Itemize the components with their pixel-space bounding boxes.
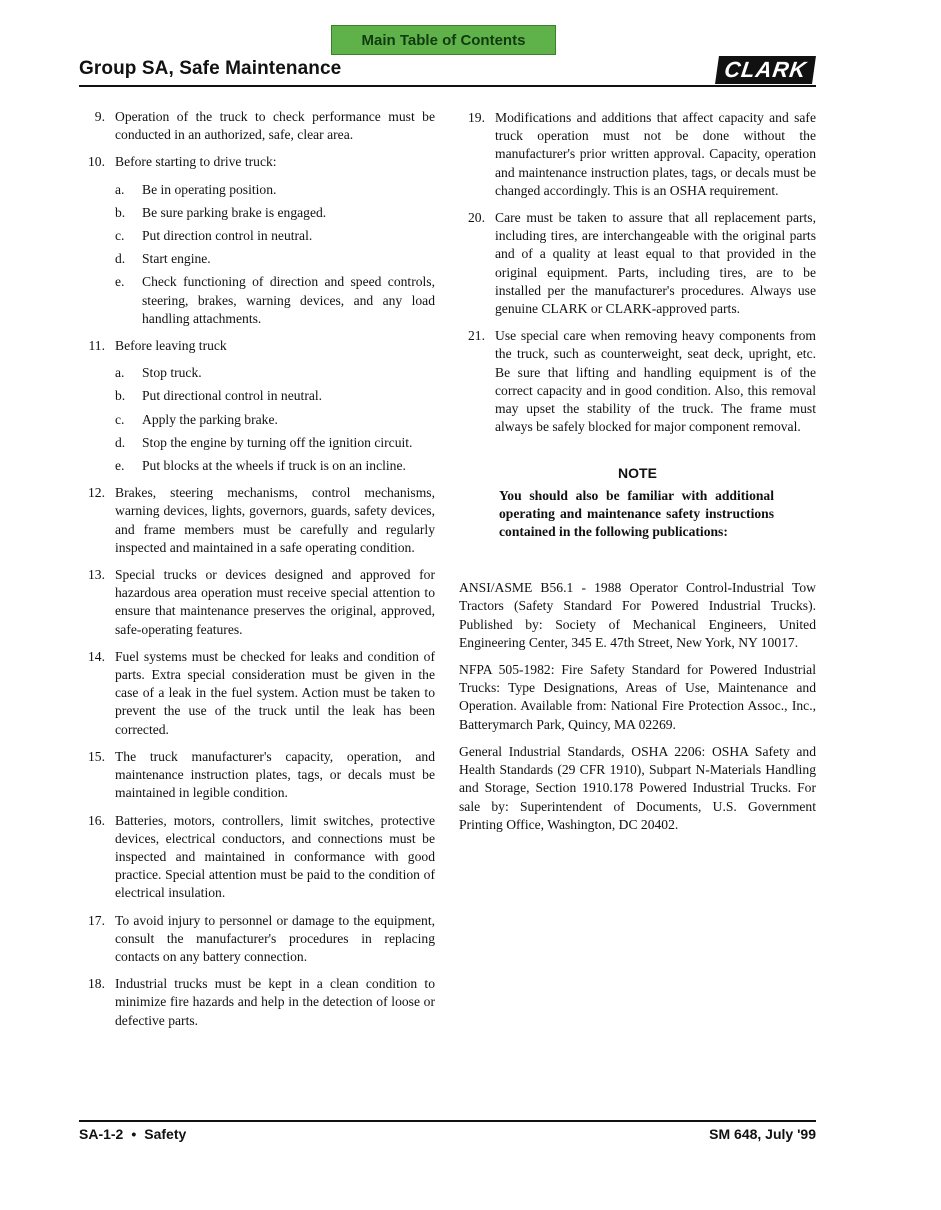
- item-text: Fuel systems must be checked for leaks and condition of parts. Extra special consideration must be given in the case of a leak in the fuel system. Action must be taken to prevent the use of the truck until the leak has been corrected.: [115, 648, 435, 737]
- sub-item: [79, 250, 435, 268]
- sub-letter: e.: [115, 458, 125, 474]
- right-column: [459, 109, 816, 843]
- main-table-of-contents-button[interactable]: Main Table of Contents: [331, 25, 556, 55]
- left-column: [79, 108, 435, 1039]
- manual-id: SM 648, July '99: [709, 1126, 816, 1142]
- item-number: 15.: [88, 748, 105, 764]
- publication-paragraph: ANSI/ASME B56.1 - 1988 Operator Control-Industrial Tow Tractors (Safety Standard For Powered Industrial Trucks). Published by: Society of Mechanical Engineers, United Engineering Center, 345 E. 47th Street, New York, NY 10017.: [459, 580, 816, 650]
- item-number: 12.: [88, 485, 105, 501]
- sub-text: Check functioning of direction and speed controls, steering, brakes, warning devices, and any load handling attachments.: [142, 274, 435, 326]
- item-number: 20.: [468, 210, 485, 226]
- list-item: [79, 484, 435, 557]
- item-text: Before starting to drive truck:: [115, 154, 277, 170]
- list-item: [79, 648, 435, 739]
- note-heading: NOTE: [618, 465, 657, 482]
- sub-text: Stop truck.: [142, 365, 202, 381]
- publication-paragraph: General Industrial Standards, OSHA 2206: OSHA Safety and Health Standards (29 CFR 1910), Subpart N-Materials Handling and Storage, Section 1910.178 Powered Industrial Trucks. For sale by: Superintendent of Documents, U.S. Government Printing Office, Washington, DC 20402.: [459, 743, 816, 832]
- note-body: You should also be familiar with additional operating and maintenance safety instructions contained in the following publications:: [499, 487, 774, 540]
- item-text: Before leaving truck: [115, 338, 227, 354]
- list-item: [79, 748, 435, 803]
- sub-letter: d.: [115, 434, 126, 450]
- footer-bullet: •: [131, 1126, 137, 1142]
- sub-letter: a.: [115, 181, 125, 197]
- list-item: [79, 912, 435, 967]
- sub-text: Start engine.: [142, 251, 211, 267]
- clark-logo: CLARK: [715, 56, 816, 84]
- publications: [459, 579, 816, 834]
- list-item: [79, 108, 435, 144]
- sub-text: Be in operating position.: [142, 181, 277, 197]
- sub-text: Stop the engine by turning off the ignition circuit.: [142, 434, 413, 450]
- list-item: [79, 812, 435, 903]
- item-number: 16.: [88, 812, 105, 828]
- sub-text: Put blocks at the wheels if truck is on an incline.: [142, 458, 406, 474]
- item-text: Modifications and additions that affect capacity and safe truck operation must not be done without the manufacturer's prior written approval. Capacity, operation and maintenance instruction plates, tags, or decals must be changed accordingly. This is an OSHA requirement.: [495, 110, 816, 198]
- item-number: 18.: [88, 976, 105, 992]
- sub-item: [79, 181, 435, 199]
- footer-rule: [79, 1120, 816, 1122]
- list-item: [79, 975, 435, 1030]
- publication-paragraph: NFPA 505-1982: Fire Safety Standard for Powered Industrial Trucks: Type Designations, Areas of Use, Maintenance and Operation. Available from: National Fire Protection Assoc., Inc., Batterymarch Park, Quincy, MA 02269.: [459, 662, 816, 732]
- item-text: To avoid injury to personnel or damage to the equipment, consult the manufacturer's procedures in replacing contacts on any battery connection.: [115, 912, 435, 964]
- sub-item: [79, 457, 435, 475]
- sub-text: Put directional control in neutral.: [142, 388, 323, 404]
- sub-item: [79, 387, 435, 405]
- page-title: Group SA, Safe Maintenance: [79, 58, 342, 79]
- sub-item: [79, 227, 435, 245]
- item-text: The truck manufacturer's capacity, operation, and maintenance instruction plates, tags, or decals must be maintained in legible condition.: [115, 748, 435, 801]
- header-rule: [79, 85, 816, 87]
- item-text: Brakes, steering mechanisms, control mechanisms, warning devices, lights, governors, guards, safety devices, and frame members must be carefully and regularly inspected and maintained in a safe operating condition.: [115, 485, 435, 555]
- item-number: 11.: [88, 338, 105, 354]
- sub-item: [79, 364, 435, 382]
- item-number: 13.: [88, 567, 105, 583]
- sub-letter: c.: [115, 411, 125, 427]
- list-item: [459, 109, 816, 200]
- item-text: Use special care when removing heavy components from the truck, such as counterweight, seat deck, upright, etc. Be sure that lifting and handling equipment is of the correct capacity and in good condition. Also, this removal may upset the stability of the truck. The frame must always be safely blocked for major component removal.: [495, 328, 816, 435]
- item-number: 21.: [468, 328, 485, 344]
- item-number: 9.: [94, 109, 105, 124]
- sub-text: Put direction control in neutral.: [142, 228, 313, 244]
- sub-letter: b.: [115, 388, 126, 404]
- item-text: Operation of the truck to check performance must be conducted in an authorized, safe, clear area.: [115, 109, 435, 143]
- item-text: Batteries, motors, controllers, limit switches, protective devices, electrical conductors, and connections must be inspected and maintained in conformance with good practice. Special attention must be paid to the condition of electrical insulation.: [115, 812, 435, 901]
- list-item: [459, 209, 816, 318]
- item-number: 17.: [88, 912, 105, 928]
- sub-letter: a.: [115, 365, 125, 381]
- item-number: 19.: [468, 110, 485, 125]
- item-number: 14.: [88, 648, 105, 664]
- list-item: [79, 566, 435, 639]
- item-text: Special trucks or devices designed and approved for hazardous area operation must receive special attention to ensure that maintenance preserves the original, approved, safe-operating features.: [115, 567, 435, 637]
- sub-letter: b.: [115, 204, 126, 220]
- footer-left: [79, 1126, 186, 1142]
- sub-item: [79, 273, 435, 328]
- item-text: Care must be taken to assure that all replacement parts, including tires, are interchangeable with the original parts and of a quality at least equal to that provided in the original equipment. Parts, including tires, are to be installed per the manufacturer's procedures. Always use genuine CLARK or CLARK-approved parts.: [495, 210, 816, 317]
- list-item: [79, 337, 435, 355]
- sub-text: Be sure parking brake is engaged.: [142, 204, 327, 220]
- sub-letter: d.: [115, 251, 126, 267]
- list-item: [459, 327, 816, 436]
- section-name: Safety: [144, 1126, 187, 1142]
- sub-item: [79, 204, 435, 222]
- item-text: Industrial trucks must be kept in a clean condition to minimize fire hazards and help in the detection of loose or defective parts.: [115, 976, 435, 1028]
- page-number: SA-1-2: [79, 1126, 124, 1142]
- sub-letter: e.: [115, 274, 125, 290]
- sub-letter: c.: [115, 228, 125, 244]
- list-item: [79, 153, 435, 171]
- item-number: 10.: [88, 154, 105, 170]
- sub-item: [79, 434, 435, 452]
- sub-item: [79, 411, 435, 429]
- sub-text: Apply the parking brake.: [142, 411, 278, 427]
